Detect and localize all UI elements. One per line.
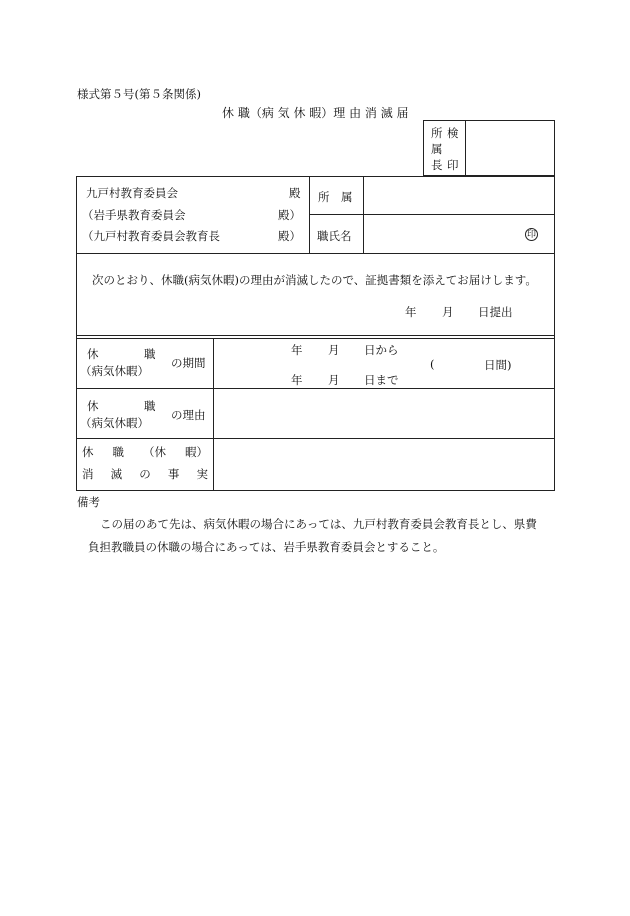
remarks-heading: 備考 xyxy=(77,495,100,509)
divider-applicant-left xyxy=(309,176,310,253)
addressee-3-suffix: 殿） xyxy=(278,229,301,243)
extinction-char: 職 xyxy=(112,445,124,459)
inspection-label-5: 印 xyxy=(447,158,459,172)
extinction-label-line1 xyxy=(82,444,208,460)
form-title: 休 職（病 気 休 暇）理 由 消 滅 届 xyxy=(222,106,409,120)
period-to-year: 年 xyxy=(291,373,303,387)
form-number: 様式第５号(第５条関係) xyxy=(77,87,201,101)
period-to-month: 月 xyxy=(328,373,340,387)
seal-mark-icon: 印 xyxy=(526,230,536,240)
submit-month: 月 xyxy=(442,305,454,319)
divider-period-bottom xyxy=(76,388,555,389)
reason-label-a: 休 xyxy=(87,399,99,413)
submit-year: 年 xyxy=(405,305,417,319)
extinction-char: 滅 xyxy=(110,467,123,481)
period-label-suffix: の期間 xyxy=(171,356,206,370)
addressee-1: 九戸村教育委員会 xyxy=(86,186,178,200)
inspection-label-4: 検 xyxy=(447,126,459,140)
extinction-label-line2 xyxy=(82,466,208,482)
period-label-b: 職 xyxy=(144,347,156,361)
reason-label-suffix: の理由 xyxy=(171,408,206,422)
name-label: 職氏名 xyxy=(317,229,352,243)
period-from-year: 年 xyxy=(291,343,303,357)
period-days-open: ( xyxy=(430,357,435,371)
period-label-a: 休 xyxy=(87,347,99,361)
addressee-2-suffix: 殿） xyxy=(278,208,301,222)
period-from-month: 月 xyxy=(328,343,340,357)
period-days-close: 日間) xyxy=(484,358,512,372)
period-label-c: （病気休暇） xyxy=(80,364,149,378)
divider-rows-label xyxy=(213,338,214,491)
divider-statement-bottom-a xyxy=(76,335,555,336)
reason-label-b: 職 xyxy=(144,399,156,413)
remarks-line-1: この届のあて先は、病気休暇の場合にあっては、九戸村教育委員会教育長とし、県費 xyxy=(100,517,537,531)
submit-day: 日提出 xyxy=(478,305,513,319)
extinction-char: 休 xyxy=(82,445,94,459)
inspection-box-divider xyxy=(465,120,466,176)
extinction-char: 事 xyxy=(167,467,180,481)
extinction-char: （休 xyxy=(143,445,166,459)
divider-applicant-label xyxy=(363,176,364,253)
extinction-char: 暇） xyxy=(185,445,208,459)
period-from-day: 日から xyxy=(364,343,399,357)
inspection-label-1: 所 xyxy=(431,126,443,140)
extinction-char: の xyxy=(139,467,151,481)
reason-label-c: （病気休暇） xyxy=(80,416,149,430)
inspection-label-3: 長 xyxy=(431,158,443,172)
divider-addressee-bottom xyxy=(76,253,555,254)
divider-applicant-mid xyxy=(309,214,555,215)
extinction-char: 消 xyxy=(82,467,94,481)
extinction-char: 実 xyxy=(196,467,208,481)
period-to-day: 日まで xyxy=(364,373,399,387)
addressee-1-suffix: 殿 xyxy=(289,186,301,200)
divider-statement-bottom-b xyxy=(76,338,555,339)
remarks-line-2: 負担教職員の休職の場合にあっては、岩手県教育委員会とすること。 xyxy=(88,540,445,554)
divider-reason-bottom xyxy=(76,438,555,439)
statement-text: 次のとおり、休職(病気休暇)の理由が消滅したので、証拠書類を添えてお届けします。 xyxy=(92,273,537,287)
addressee-2: （岩手県教育委員会 xyxy=(82,208,186,222)
inspection-label-2: 属 xyxy=(431,142,443,156)
affiliation-label: 所 属 xyxy=(318,190,353,204)
addressee-3: （九戸村教育委員会教育長 xyxy=(82,229,220,243)
